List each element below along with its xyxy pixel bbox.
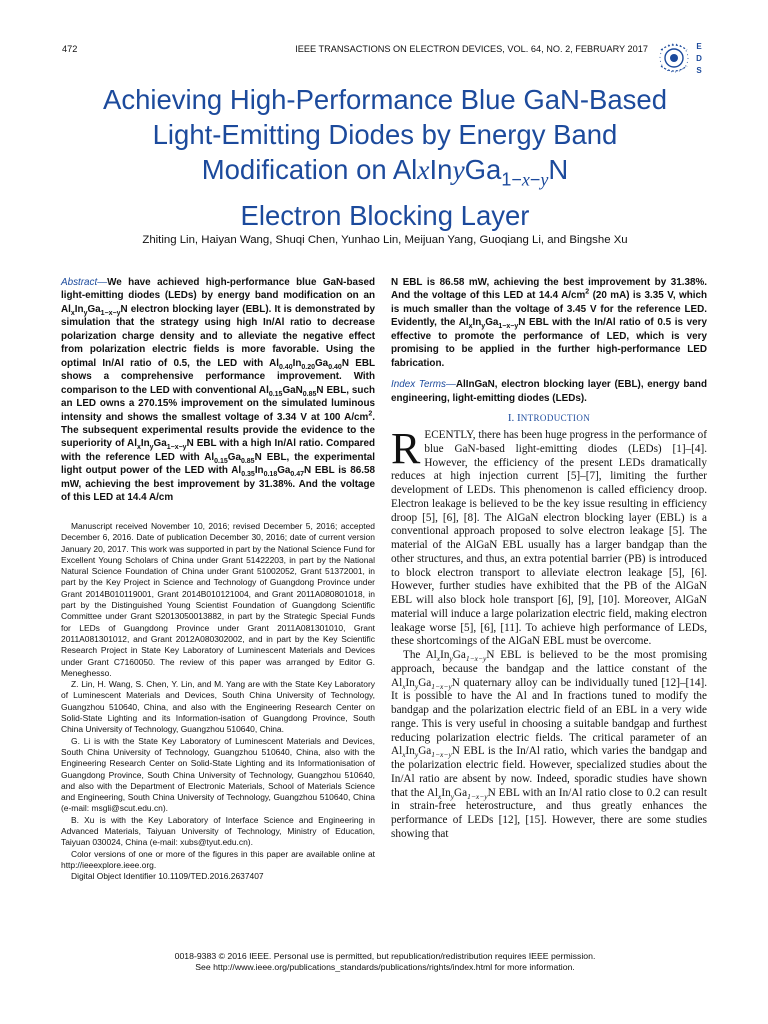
drop-cap: R	[391, 424, 421, 474]
title-line-3: Modification on AlxInyGa$_{1-x-y}$N	[201, 154, 569, 190]
index-terms: Index Terms—AlInGaN, electron blocking layer (EBL), energy band engineering, light-emitting diodes (LEDs).	[391, 379, 707, 404]
eds-society-logo	[652, 38, 704, 78]
journal-citation: IEEE TRANSACTIONS ON ELECTRON DEVICES, VOL. 64, NO. 2, FEBRUARY 2017	[295, 44, 648, 54]
author-list: Zhiting Lin, Haiyan Wang, Shuqi Chen, Yunhao Lin, Meijuan Yang, Guoqiang Li, and Bingshe Xu	[142, 234, 628, 246]
title-line-1: Achieving High-Performance Blue GaN-Based	[102, 84, 668, 115]
intro-paragraph-1: RECENTLY, there has been huge progress in the performance of blue GaN-based light-emitting diodes (LEDs) [1]–[4]. However, the efficiency of the present LEDs dramatically reduces at high injection current [5]–[7], limiting the further development of LEDs. This phenomenon is called efficiency droop. Electron leakage is believed to be the key issue resulting in efficiency droop [5], [6], [8]. The AlGaN electron blocking layer (EBL) is a conventional approach proposed to solve electron leakage [5]. The material of the AlGaN EBL usually has a larger bandgap than the other structures, and thus, an extra potential barrier (PB) is introduced to block electron transport to alleviate electron leakage [5], [6]. However, further studies have exhibited that the PB of the AlGaN EBL will also block hole transport [6], [9], [10]. Moreover, AlGaN material will induce a large polarization electric field, making electron leakage worse [5], [6], [11]. To achieve high performance of LEDs, these shortcomings of the AlGaN EBL must be overcome.	[391, 424, 707, 648]
right-column	[391, 276, 707, 842]
footnote-affiliation-1: Z. Lin, H. Wang, S. Chen, Y. Lin, and M. Yang are with the State Key Laboratory of Luminescent Materials and Devices, South China University of Technology, Guangzhou 510640, China, and also with the Engineering Research Center on Solid-State Lighting and its Information-isation of Guangdong Province, South China University of Technology, Guangzhou 510640, China.	[61, 679, 375, 735]
footnote-color-versions: Color versions of one or more of the figures in this paper are available online at http://ieeexplore.ieee.org.	[61, 848, 375, 870]
intro-paragraph-2: The $Al_xIn_yGa_{1-x-y}N$ EBL is believed to be the most promising approach, because the bandgap and the lattice constant of the $Al_xIn_yGa_{1-x-y}N$ quaternary alloy can be individually tuned [12]–[14]. It is possible to have the Al and In fractions tuned to modify the bandgap and the polarization electric field of an EBL in a very wide range. This is very useful in choosing a suitable bandgap and furthest reducing polarization electric fields. The critical parameter of an $Al_xIn_yGa_{1-x-y}N$ EBL is the In/Al ratio, which varies the bandgap and the polarization electric field. However, specialized studies about the In/Al ratio are absent by now. Indeed, sporadic studies have shown that the $Al_xIn_yGa_{1-x-y}N$ EBL with an In/Al ratio close to 0.2 can result in strain-free heterostructure, and thus greatly enhances the performance of LEDs [12], [15]. However, there are some studies showing that	[391, 649, 707, 840]
footnote-affiliation-2: G. Li is with the State Key Laboratory of Luminescent Materials and Devices, South China University of Technology, Guangzhou 510640, China, also with the Engineering Research Center on Solid-State Lighting and its Informationisation of Guangdong Province, South China University of Technology, Guangzhou 510640, and also with the Department of Electronic Materials, School of Materials Science and Engineering, South China University of Technology, Guangzhou 510640, China (e-mail: msgli@scut.edu.cn).	[61, 735, 375, 814]
logo-letter-s: S	[696, 66, 702, 75]
footnote-doi: Digital Object Identifier 10.1109/TED.2016.2637407	[71, 871, 264, 882]
copyright-line-2: See http://www.ieee.org/publications_standards/publications/rights/index.html for more information.	[195, 962, 575, 973]
abstract-label: Abstract—	[61, 277, 108, 288]
paper-title	[60, 82, 710, 233]
left-column	[61, 276, 375, 505]
first-page-footnotes	[61, 521, 375, 883]
abstract-continued: N EBL is 86.58 mW, achieving the best improvement by 31.38%. And the voltage of this LED at 14.4 $A/cm^2$ (20 mA) is 3.35 V, which is much smaller than the voltage of 3.45 V for the reference LED. Evidently, the $Al_xIn_yGa_{1-x-y}N$ EBL with the In/Al ratio of 0.5 is very effective to promote the performance of LED, which is very promising to be applied in the further high-performance LED fabrication.	[391, 277, 708, 369]
logo-letter-d: D	[696, 54, 702, 63]
index-terms-label: Index Terms—	[391, 379, 456, 391]
section-heading-introduction: I. INTRODUCTION	[507, 412, 591, 425]
title-line-4: Electron Blocking Layer	[240, 199, 530, 231]
logo-letter-e: E	[696, 42, 702, 51]
footnote-affiliation-3: B. Xu is with the Key Laboratory of Interface Science and Engineering in Advanced Materials, Taiyuan University of Technology, Ministry of Education, Taiyuan 030024, China (e-mail: xubs@tyut.edu.cn).	[61, 814, 375, 848]
abstract: Abstract—We have achieved high-performance blue GaN-based light-emitting diodes (LEDs) by energy band modification on an $Al_xIn_yGa_{1-x-y}N$ electron blocking layer (EBL). It is demonstrated by simulation that the strategy using high In/Al ratio to decrease polarization charge density and to alleviate the negative effect from polarization electric fields is more favorable. Using the optimal In/Al ratio of 0.5, the LED with $Al_{0.40}In_{0.20}Ga_{0.40}N$ EBL shows a comprehensive performance improvement. With comparison to the LED with conventional $Al_{0.15}GaN_{0.85}N$ EBL, such an LED owns a 270.15% improvement on the simulated luminous intensity and shows the smallest voltage of 3.34 V at 100 $A/cm^2$. The subsequent experimental results provide the evidence to the superiority of $Al_xIn_yGa_{1-x-y}N$ EBL with a high In/Al ratio. Compared with the reference LED with $Al_{0.15}Ga_{0.85}N$ EBL, the experimental light output power of the LED with $Al_{0.35}In_{0.18}Ga_{0.47}N$ EBL is 86.58 mW, achieving the best improvement by 31.38%. And the voltage of this LED at 14.4 A/cm	[61, 277, 376, 504]
copyright-line-1: 0018-9383 © 2016 IEEE. Personal use is permitted, but republication/redistribution requires IEEE permission.	[174, 951, 596, 961]
copyright-notice	[60, 951, 710, 973]
page-number: 472	[62, 44, 78, 54]
footnote-manuscript: Manuscript received November 10, 2016; revised December 5, 2016; accepted December 6, 2016. Date of publication December 30, 2016; date of current version January 20, 2017. This work was supported in part by the National Science Fund for Excellent Young Scholars of China under Grant 51422203, in part by the National Natural Science Foundation of China under Grant 51002052, Grant 51372001, in part by the Key Project in Science and Technology of Guangdong Province under Grant 2014B010119001, Grant 2014B010121004, and Grant 2011A080801018, in part by the Distinguished Young Scientist Foundation of Guangdong Scientific Committee under Grant S2013050013882, in part by the Strategic Special Funds for LEDs of Guangdong Province under Grant 2011A081301010, Grant 2011A081301012, and Grant 2012A080302002, and in part by the Key Scientific Research Project in State Key Laboratory of Luminescent Materials and Devices under Grant C7160050. The review of this paper was arranged by Editor G. Meneghesso.	[61, 521, 375, 678]
title-line-2: Light-Emitting Diodes by Energy Band	[152, 119, 618, 150]
